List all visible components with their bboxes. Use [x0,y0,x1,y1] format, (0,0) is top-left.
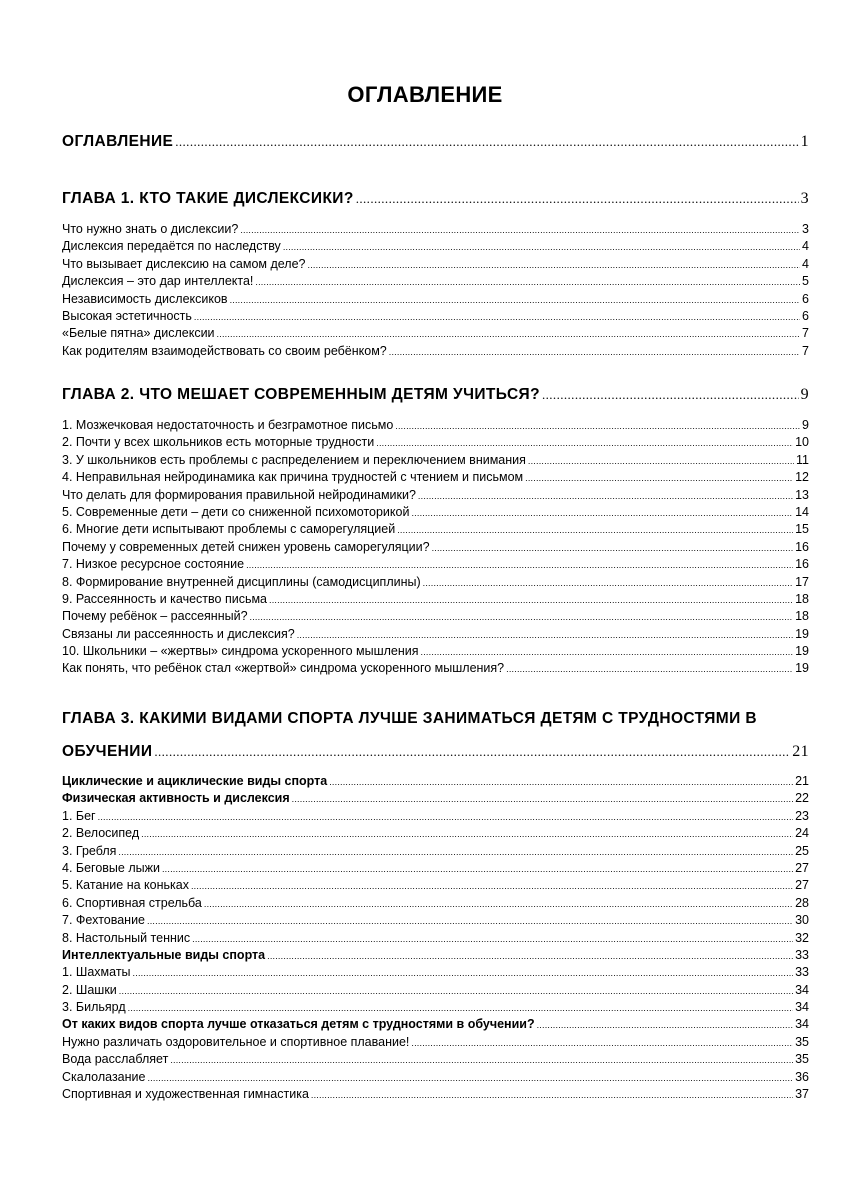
toc-entry[interactable] [62,1069,809,1086]
toc-entry-page: 14 [795,504,809,519]
toc-entry[interactable] [62,790,809,807]
dot-leader [194,309,800,326]
toc-entry-page: 35 [795,1034,809,1049]
dot-leader [283,239,800,256]
toc-entry-page: 24 [795,826,809,841]
toc-entry-page: 36 [795,1069,809,1084]
toc-entry-page: 16 [795,557,809,572]
toc-entry-page: 21 [795,774,809,788]
toc-entry-text: Связаны ли рассеянность и дислексия? [62,626,295,641]
dot-leader [411,505,793,522]
toc-entry-page: 4 [802,256,809,271]
toc-entry-text: 8. Настольный теннис [62,930,191,945]
dot-leader [118,844,793,861]
toc-entry[interactable] [62,434,809,451]
toc-entry[interactable] [62,860,809,877]
toc-entry-page: 30 [795,913,809,928]
toc-entry-page: 7 [802,343,809,358]
toc-entry-page: 7 [802,326,809,341]
dot-leader [389,344,800,361]
chapter-2-heading[interactable] [62,386,809,404]
toc-entry[interactable] [62,608,809,625]
toc-entry[interactable] [62,947,809,964]
toc-entry[interactable] [62,291,809,308]
toc-entry[interactable] [62,877,809,894]
dot-leader [297,627,793,644]
chapter-2-row[interactable] [62,386,809,404]
dot-leader [141,826,793,843]
toc-entry-text: 3. У школьников есть проблемы с распределением и переключением внимания [62,452,526,467]
toc-entry[interactable] [62,256,809,273]
toc-entry-text: 5. Современные дети – дети со сниженной психомоторикой [62,504,410,519]
toc-entry-page: 34 [795,1000,809,1015]
toc-entry[interactable] [62,912,809,929]
dot-leader [191,878,793,895]
toc-entry[interactable] [62,808,809,825]
toc-entry[interactable] [62,591,809,608]
dot-leader [525,470,793,487]
dot-leader [329,774,793,791]
dot-leader [267,948,793,965]
dot-leader [162,861,793,878]
toc-entry[interactable] [62,982,809,999]
toc-entry-text: Дислексия передаётся по наследству [62,239,281,254]
toc-entry-text: 10. Школьники – «жертвы» синдрома ускоренного мышления [62,644,419,659]
dot-leader [128,1000,793,1017]
toc-entry-page: 10 [795,435,809,450]
toc-entry-page: 3 [802,222,809,236]
dot-leader [292,791,793,808]
toc-entry-page: 32 [795,930,809,945]
toc-entry-text: Почему у современных детей снижен уровень саморегуляции? [62,539,430,554]
chapter-1-page: 3 [800,190,809,207]
dot-leader [217,326,801,343]
dot-leader [147,913,793,930]
dot-leader [204,896,793,913]
toc-entry-page: 28 [795,895,809,910]
toc-entry[interactable] [62,930,809,947]
toc-entry-page: 12 [795,470,809,485]
toc-entry-page: 34 [795,982,809,997]
toc-entry-page: 33 [795,965,809,980]
dot-leader [411,1035,793,1052]
toc-entry[interactable] [62,273,809,290]
toc-heading-entry[interactable] [62,133,809,151]
toc-entry-text: 7. Низкое ресурсное состояние [62,557,245,572]
toc-entry-text: Как родителям взаимодействовать со своим ребёнком? [62,343,387,358]
toc-entry-text: 5. Катание на коньках [62,878,189,893]
dot-leader [230,292,800,309]
dot-leader [192,931,793,948]
toc-entry-page: 34 [795,1017,809,1032]
toc-entry-text: Физическая активность и дислексия [62,791,290,806]
toc-entry[interactable] [62,574,809,591]
dot-leader [250,609,794,626]
dot-leader [395,418,800,435]
toc-entry-text: Что вызывает дислексию на самом деле? [62,256,306,271]
toc-entry-page: 6 [802,291,809,306]
toc-entry-text: 1. Бег [62,808,96,823]
toc-entry[interactable] [62,452,809,469]
toc-entry-text: 3. Гребля [62,843,117,858]
toc-entry-page: 19 [795,626,809,641]
toc-entry-page: 9 [802,418,809,432]
toc-entry-page: 18 [795,591,809,606]
toc-entry-text: 9. Рассеянность и качество письма [62,591,268,606]
toc-entry-text: Независимость дислексиков [62,291,228,306]
dot-leader [255,274,800,291]
toc-entry-page: 19 [795,661,809,676]
dot-leader [537,1017,793,1034]
dot-leader [175,134,798,150]
toc-entry[interactable] [62,487,809,504]
toc-entry[interactable] [62,539,809,556]
dot-leader [133,965,794,982]
dot-leader [528,453,794,470]
toc-entry[interactable] [62,626,809,643]
dot-leader [506,661,793,678]
toc-entry[interactable] [62,221,809,238]
dot-leader [269,592,793,609]
toc-entry-page: 6 [802,308,809,323]
toc-entry[interactable] [62,1016,809,1033]
toc-entry-page: 35 [795,1052,809,1067]
toc-entry-text: 7. Фехтование [62,913,146,928]
toc-entry-page: 18 [795,609,809,624]
toc-entry-text: 1. Шахматы [62,965,131,980]
dot-leader [98,809,793,826]
toc-entry-text: От каких видов спорта лучше отказаться детям с трудностями в обучении? [62,1017,535,1032]
toc-entry-text: 8. Формирование внутренней дисциплины (самодисциплины) [62,574,421,589]
toc-entry-page: 27 [795,878,809,893]
toc-entry[interactable] [62,999,809,1016]
toc-entry-page: 17 [795,574,809,589]
toc-entry-page: 33 [795,947,809,962]
chapter-3-row[interactable] [62,743,809,761]
dot-leader [542,387,799,403]
page-title: ОГЛАВЛЕНИЕ [347,82,503,107]
toc-entry-page: 27 [795,860,809,875]
toc-entry[interactable] [62,521,809,538]
toc-entry-page: 16 [795,539,809,554]
dot-leader [170,1052,793,1069]
dot-leader [311,1087,793,1104]
toc-entry[interactable] [62,773,809,790]
toc-entry[interactable] [62,1034,809,1051]
chapter-2-page: 9 [800,386,809,403]
dot-leader [240,222,800,239]
chapter-1-title: ГЛАВА 1. КТО ТАКИЕ ДИСЛЕКСИКИ? [62,190,354,207]
toc-entry-text: Скалолазание [62,1069,146,1084]
chapter-2-entries [62,417,809,678]
toc-entry[interactable] [62,964,809,981]
toc-entry[interactable] [62,843,809,860]
toc-entry[interactable] [62,895,809,912]
chapter-3-page: 21 [792,743,809,760]
toc-heading-row[interactable] [62,133,809,151]
toc-entry-page: 23 [795,808,809,823]
toc-entry-text: 4. Неправильная нейродинамика как причина трудностей с чтением и письмом [62,470,524,485]
dot-leader [119,983,793,1000]
toc-entry-page: 19 [795,644,809,659]
chapter-2-title: ГЛАВА 2. ЧТО МЕШАЕТ СОВРЕМЕННЫМ ДЕТЯМ УЧИТЬСЯ? [62,386,540,403]
toc-entry-page: 37 [795,1087,809,1102]
dot-leader [154,744,790,760]
toc-entry-page: 13 [795,487,809,502]
toc-entry-text: 2. Почти у всех школьников есть моторные трудности [62,435,375,450]
toc-entry[interactable] [62,417,809,434]
toc-entry[interactable] [62,556,809,573]
toc-entry-text: Вода расслабляет [62,1052,169,1067]
toc-entry[interactable] [62,504,809,521]
toc-entry[interactable] [62,660,809,677]
toc-entry-text: Нужно различать оздоровительное и спортивное плавание! [62,1034,410,1049]
toc-entry[interactable] [62,825,809,842]
toc-entry-text: Что делать для формирования правильной нейродинамики? [62,487,416,502]
toc-entry-page: 5 [802,274,809,289]
toc-entry-text: 6. Многие дети испытывают проблемы с саморегуляцией [62,522,396,537]
toc-entry-text: Дислексия – это дар интеллекта! [62,274,254,289]
toc-entry-text: 1. Мозжечковая недостаточность и безграмотное письмо [62,418,394,432]
dot-leader [421,644,794,661]
toc-entry-text: 2. Велосипед [62,826,140,841]
toc-entry-text: 4. Беговые лыжи [62,860,160,875]
toc-entry-text: Интеллектуальные виды спорта [62,947,266,962]
dot-leader [397,522,793,539]
dot-leader [308,257,801,274]
toc-entry-text: 2. Шашки [62,982,117,997]
toc-entry[interactable] [62,325,809,342]
chapter-1-entries [62,221,809,360]
toc-entry-page: 11 [796,452,809,467]
toc-entry-text: Что нужно знать о дислексии? [62,222,239,236]
toc-entry-page: 4 [802,239,809,254]
chapter-3-entries [62,773,809,1103]
chapter-3-heading[interactable] [62,710,809,761]
chapter-1-row[interactable] [62,190,809,208]
dot-leader [147,1070,793,1087]
chapter-3-title-line2: ОБУЧЕНИИ [62,743,153,760]
dot-leader [376,435,793,452]
dot-leader [418,488,793,505]
toc-entry-text: Циклические и ациклические виды спорта [62,774,328,788]
toc-entry-page: 15 [795,522,809,537]
toc-entry-text: «Белые пятна» дислексии [62,326,215,341]
dot-leader [432,540,794,557]
toc-entry-text: Как понять, что ребёнок стал «жертвой» синдрома ускоренного мышления? [62,661,505,676]
toc-entry-text: 6. Спортивная стрельба [62,895,202,910]
toc-entry[interactable] [62,238,809,255]
toc-entry-page: 22 [795,791,809,806]
dot-leader [356,191,799,207]
dot-leader [246,557,793,574]
chapter-1-heading[interactable] [62,190,809,208]
toc-entry-text: Высокая эстетичность [62,308,192,323]
toc-entry-page: 25 [795,843,809,858]
toc-entry-text: Почему ребёнок – рассеянный? [62,609,248,624]
toc-entry[interactable] [62,643,809,660]
chapter-3-title-line1: ГЛАВА 3. КАКИМИ ВИДАМИ СПОРТА ЛУЧШЕ ЗАНИМАТЬСЯ ДЕТЯМ С ТРУДНОСТЯМИ В [62,710,757,727]
toc-entry[interactable] [62,1051,809,1068]
toc-entry[interactable] [62,469,809,486]
toc-entry[interactable] [62,343,809,360]
dot-leader [423,575,793,592]
toc-entry-text: Спортивная и художественная гимнастика [62,1087,309,1102]
toc-entry[interactable] [62,1086,809,1103]
toc-heading-page: 1 [800,133,809,150]
toc-entry-text: 3. Бильярд [62,1000,126,1015]
toc-heading-text: ОГЛАВЛЕНИЕ [62,133,174,150]
toc-entry[interactable] [62,308,809,325]
